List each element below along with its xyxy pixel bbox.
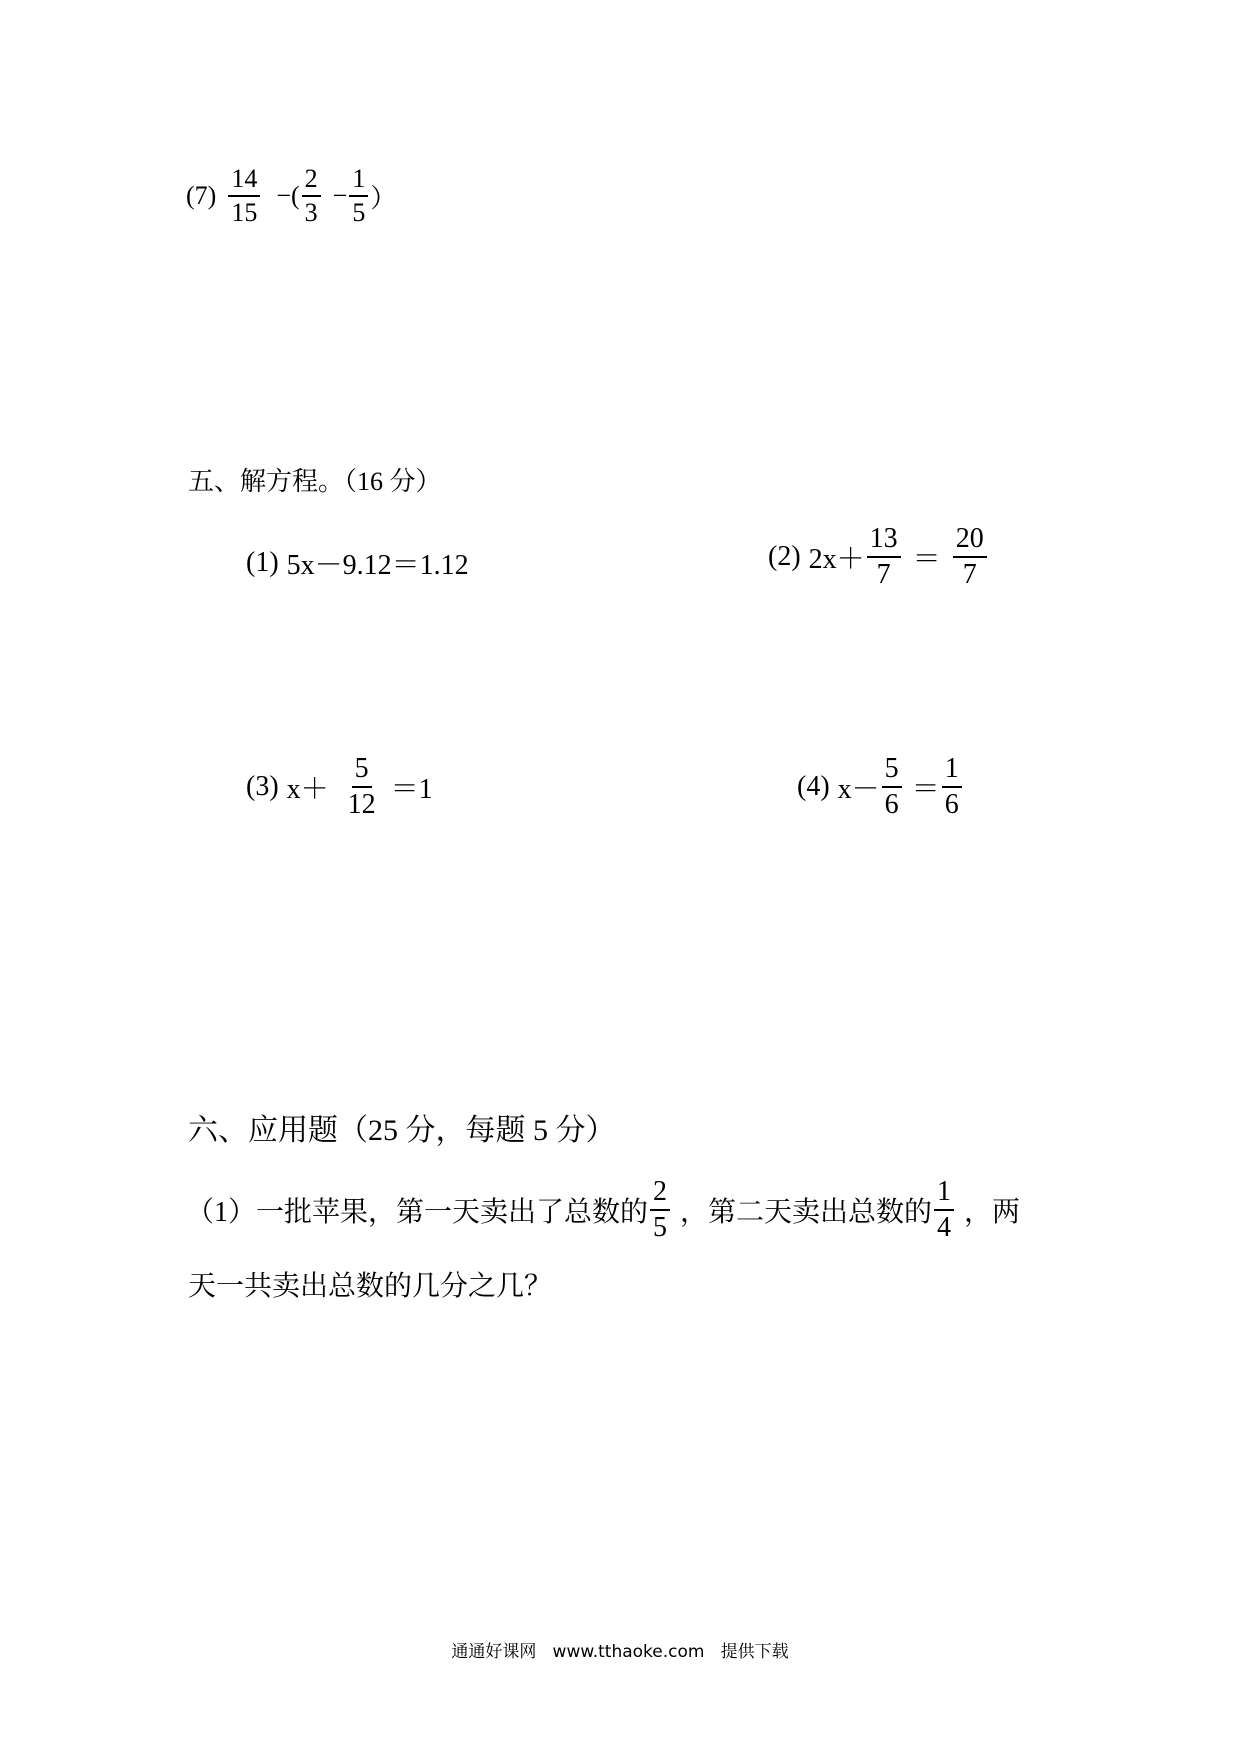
question-1-line-2: 天一共卖出总数的几分之几？ — [188, 1271, 553, 1302]
equation-3 — [246, 755, 433, 819]
fraction: $\frac{1}{4}$ — [934, 1178, 954, 1242]
fraction: $\frac{5}{12}$ — [347, 753, 376, 820]
equation-1 — [246, 543, 469, 583]
equals-sign: ＝ — [912, 544, 941, 575]
fraction: $\frac{2}{5}$ — [650, 1178, 670, 1242]
fraction: $\frac{1}{5}$ — [349, 166, 368, 226]
equation-lhs: x＋ — [286, 774, 329, 805]
equation-4 — [797, 755, 964, 819]
section-5-heading: 五、解方程。（16 分） — [188, 467, 442, 496]
fraction: $\frac{14}{15}$ — [228, 166, 260, 226]
operator: −( — [276, 181, 300, 210]
equation-label: (3) — [246, 771, 279, 802]
fraction: $\frac{1}{6}$ — [942, 755, 962, 819]
question-text: ，第二天卖出总数的 — [680, 1197, 933, 1228]
equation-text: 5x－9.12＝1.12 — [286, 550, 469, 581]
page-footer: 通通好课网 www.tthaoke.com 提供下载 — [451, 1642, 789, 1662]
fraction: $\frac{5}{6}$ — [882, 755, 902, 819]
fraction: $\frac{13}{7}$ — [867, 525, 901, 589]
question-text: （1）一批苹果，第一天卖出了总数的 — [186, 1197, 649, 1228]
fraction: $\frac{20}{7}$ — [953, 525, 987, 589]
problem-label: (7) — [186, 181, 217, 210]
operator: ） — [370, 183, 397, 213]
problem-7 — [186, 166, 396, 226]
question-text: ，两 — [964, 1197, 1021, 1228]
equation-rhs: ＝1 — [390, 774, 433, 805]
section-6-heading: 六、应用题（25 分，每题 5 分） — [188, 1114, 616, 1147]
equation-label: (2) — [768, 541, 801, 572]
equals-sign: ＝ — [911, 774, 940, 805]
equation-label: (4) — [797, 771, 830, 802]
question-1-line-1 — [186, 1178, 1020, 1242]
equation-2 — [768, 525, 989, 589]
equation-lhs: x－ — [837, 774, 880, 805]
equation-lhs: 2x＋ — [808, 544, 865, 575]
fraction: $\frac{2}{3}$ — [302, 166, 321, 226]
operator: − — [332, 181, 348, 210]
equation-label: (1) — [246, 547, 279, 578]
